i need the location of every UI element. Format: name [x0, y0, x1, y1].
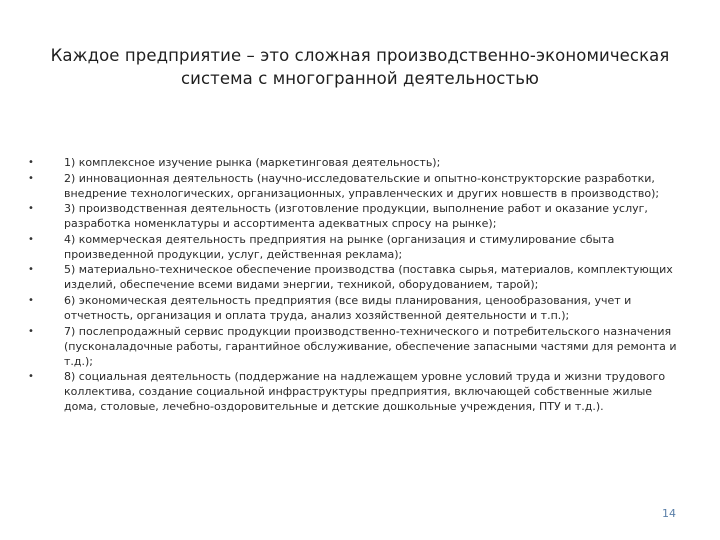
list-item — [28, 171, 688, 201]
list-item-text: 8) социальная деятельность (поддержание на надлежащем уровне условий труда и жизни трудового коллектива, создание социальной инфраструктуры предприятия, включающей собственные жилые дома, столовые, лечебно-оздоровительные и детские дошкольные учреждения, ПТУ и т.д.). — [64, 370, 666, 414]
bullet-icon: • — [28, 264, 34, 276]
slide-title-line-2: система с многогранной деятельностью — [180, 69, 540, 88]
list-item-text: 4) коммерческая деятельность предприятия на рынке (организация и стимулирование сбыта произведенной продукции, услуг, действенная реклама); — [64, 232, 615, 261]
list-item-text: 5) материально-техническое обеспечение производства (поставка сырья, материалов, комплектующих изделий, обеспечение всеми видами энергии, техникой, оборудованием, тарой); — [64, 263, 673, 292]
list-item — [28, 201, 688, 231]
list-item — [28, 324, 688, 369]
list-item — [28, 293, 688, 323]
page-number: 14 — [662, 507, 676, 520]
activity-list — [28, 155, 688, 415]
list-item-text: 2) инновационная деятельность (научно-исследовательские и опытно-конструкторские разработки, внедрение технологических, организационных, управленческих и других новшеств в производство); — [64, 171, 660, 200]
bullet-icon: • — [28, 294, 34, 306]
bullet-icon: • — [28, 325, 34, 337]
slide-title-line-1: Каждое предприятие – это сложная производственно-экономическая — [50, 46, 670, 65]
list-item — [28, 369, 688, 414]
list-item — [28, 155, 688, 170]
bullet-icon: • — [28, 371, 34, 383]
list-item-text: 1) комплексное изучение рынка (маркетинговая деятельность); — [64, 156, 441, 169]
bullet-icon: • — [28, 157, 34, 168]
list-item-text: 3) производственная деятельность (изготовление продукции, выполнение работ и оказание услуг, разработка номенклатуры и ассортимента адекватных спросу на рынке); — [64, 202, 648, 231]
bullet-icon: • — [28, 172, 34, 184]
bullet-icon: • — [28, 233, 34, 245]
slide-title — [40, 44, 680, 90]
list-item-text: 6) экономическая деятельность предприятия (все виды планирования, ценообразования, учет и отчетность, организация и оплата труда, анализ хозяйственной деятельности и т.п.); — [64, 293, 632, 322]
list-item — [28, 232, 688, 262]
list-item — [28, 262, 688, 292]
list-item-text: 7) послепродажный сервис продукции производственно-технического и потребительского назначения (пусконаладочные работы, гарантийное обслуживание, обеспечение запасными частями для ремонта и т.д.); — [64, 324, 677, 368]
bullet-icon: • — [28, 203, 34, 215]
